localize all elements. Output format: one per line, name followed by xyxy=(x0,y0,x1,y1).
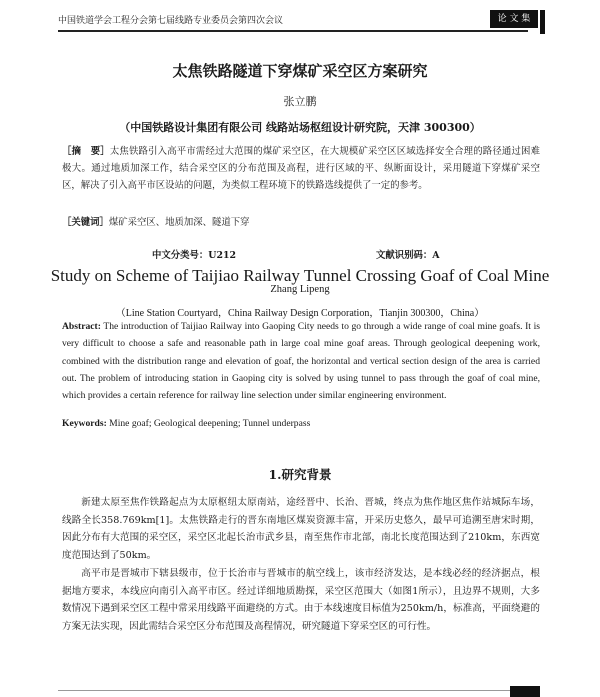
document-code xyxy=(376,247,440,261)
clc-number xyxy=(152,247,236,261)
section-badge: 论 文 集 xyxy=(490,10,538,28)
paper-title-cn: 太焦铁路隧道下穿煤矿采空区方案研究 xyxy=(172,62,428,80)
body-paragraph-2: 高平市是晋城市下辖县级市，位于长治市与晋城市的航空线上，该市经济发达，是本线必经的经济据点，根据地方要求，本线应向南引入高平市区。经过详细地质勘探，采空区范围大（如图1所示），且边界不规则，大多数情况下遇到采空区工程中常采用线路平面避绕的方式。由于本线速度目标值为250km/h，标准高，平面绕避的方案无法实现，因此需结合采空区分布范围及高程情况，研究隧道下穿采空区的可行性。 xyxy=(62,567,540,632)
keywords-en-text: Mine goaf; Geological deepening; Tunnel underpass xyxy=(106,418,311,429)
section-body xyxy=(62,494,540,636)
clc-label: 中文分类号： xyxy=(152,250,209,261)
affiliation-en: （Line Station Courtyard，China Railway Design Corporation，Tianjin 300300，China） xyxy=(115,308,485,319)
running-header xyxy=(58,12,531,32)
abstract-en-text: The introduction of Taijiao Railway into Gaoping City needs to go through a wide range of coal mine goafs. It is very difficult to choose a safe and reasonable path in large coal mine goaf areas. Through geological deepening work, combined with the distribution range and elevation of goaf, the horizontal and vertical section design of the area is carried out. The problem of introducing station in Gaoping city is solved by using tunnel to pass through the goaf of coal mine, which provides a certain reference for railway line selection under similar engineering environment. xyxy=(62,321,540,402)
header-edge-bar xyxy=(540,10,545,34)
abstract-en-label: Abstract: xyxy=(62,321,101,332)
abstract-cn-text: 太焦铁路引入高平市需经过大范围的煤矿采空区，在大规模矿采空区区域选择安全合理的路径通过困难极大。通过地质加深工作，结合采空区的分布范围及高程，进行区域的平、纵断面设计，采用隧道下穿煤矿采空区，解决了引入高平市区设站的问题，为类似工程环境下的铁路选线提供了一定的参考。 xyxy=(62,146,540,191)
page-number-block xyxy=(510,686,540,697)
keywords-cn-text: 煤矿采空区、地质加深、隧道下穿 xyxy=(108,217,250,228)
body-paragraph-1: 新建太原至焦作铁路起点为太原枢纽太原南站，途经晋中、长治、晋城，终点为焦作地区焦作站城际车场，线路全长358.769km[1]。太焦铁路走行的晋东南地区煤炭资源丰富，开采历史悠久，最早可追溯至唐宋时期，因此分布有大范围的采空区，采空区北起长治市武乡县，南至焦作市北部，南北长度范围达到了210km，东西宽度范围达到了50km。 xyxy=(62,497,540,562)
footer-rule xyxy=(58,690,538,691)
abstract-en xyxy=(62,318,540,404)
author-en: Zhang Lipeng xyxy=(270,284,330,295)
author-cn: 张立鹏 xyxy=(283,95,317,108)
affiliation-cn: （中国铁路设计集团有限公司 线路站场枢纽设计研究院，天津 300300） xyxy=(119,121,481,134)
clc-value: U212 xyxy=(208,250,237,261)
doc-code-value: A xyxy=(432,250,440,261)
keywords-en xyxy=(62,418,540,429)
abstract-cn xyxy=(62,143,540,194)
section-heading: 1.研究背景 xyxy=(268,467,332,482)
keywords-cn xyxy=(62,214,540,228)
doc-code-label: 文献识别码： xyxy=(376,250,433,261)
paper-title-en: Study on Scheme of Taijiao Railway Tunnel Crossing Goaf of Coal Mine xyxy=(50,266,550,285)
keywords-en-label: Keywords: xyxy=(62,418,107,429)
abstract-cn-label: ［摘 要］ xyxy=(62,146,110,157)
keywords-cn-label: ［关键词］ xyxy=(62,217,109,228)
running-title: 中国铁道学会工程分会第七届线路专业委员会第四次会议 xyxy=(58,16,284,26)
